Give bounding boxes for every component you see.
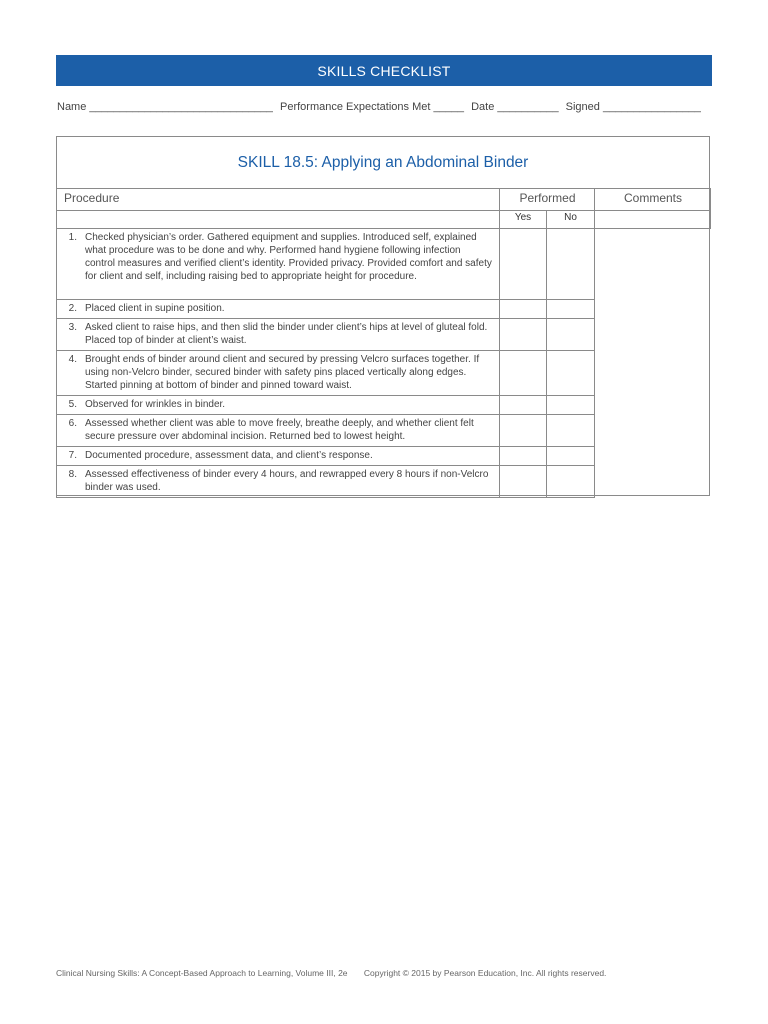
- performed-header: Performed: [500, 189, 595, 211]
- no-cell[interactable]: [547, 300, 595, 319]
- no-cell[interactable]: [547, 351, 595, 396]
- no-cell[interactable]: [547, 396, 595, 415]
- step-number: 4.: [68, 354, 77, 365]
- step-text: Documented procedure, assessment data, and client’s response.: [85, 450, 373, 461]
- banner-title: SKILLS CHECKLIST: [317, 62, 451, 79]
- footer-book-title: Clinical Nursing Skills: A Concept-Based Approach to Learning, Volume III, 2e: [56, 968, 348, 978]
- yes-cell[interactable]: [500, 319, 547, 351]
- step-text: Assessed whether client was able to move freely, breathe deeply, and whether client felt secure pressure over abdominal incision. Returned bed to lowest height.: [85, 418, 474, 442]
- checklist-table: [56, 188, 711, 498]
- name-field: Name ______________________________: [57, 101, 273, 113]
- procedure-step: [57, 351, 500, 396]
- procedure-step: [57, 396, 500, 415]
- table-row: [57, 229, 711, 300]
- step-text: Observed for wrinkles in binder.: [85, 399, 226, 410]
- procedure-step: [57, 300, 500, 319]
- skill-title: SKILL 18.5: Applying an Abdominal Binder: [237, 154, 529, 171]
- yes-header: Yes: [500, 211, 547, 229]
- procedure-step: [57, 229, 500, 300]
- signed-field: Signed ________________: [565, 101, 701, 113]
- yes-cell[interactable]: [500, 300, 547, 319]
- info-line: [57, 101, 717, 113]
- procedure-step: [57, 415, 500, 447]
- procedure-subheader-blank: [57, 211, 500, 229]
- step-text: Placed client in supine position.: [85, 303, 225, 314]
- step-number: 3.: [68, 322, 77, 333]
- procedure-step: [57, 466, 500, 498]
- step-number: 5.: [68, 399, 77, 410]
- footer-copyright: Copyright © 2015 by Pearson Education, Inc. All rights reserved.: [363, 968, 607, 978]
- procedure-step: [57, 447, 500, 466]
- table-row: [57, 351, 711, 396]
- step-number: 8.: [68, 469, 77, 480]
- procedure-step: [57, 319, 500, 351]
- no-cell[interactable]: [547, 229, 595, 300]
- yes-cell[interactable]: [500, 415, 547, 447]
- performance-field: Performance Expectations Met _____: [280, 101, 465, 113]
- step-text: Asked client to raise hips, and then slid the binder under client’s hips at level of gluteal fold. Placed top of binder at client’s waist.: [85, 322, 488, 346]
- comments-header: Comments: [595, 189, 711, 211]
- step-text: Brought ends of binder around client and secured by pressing Velcro surfaces together. If using non-Velcro binder, secured binder with safety pins placed vertically along edges. Started pinning at bottom of binder and pinned toward waist.: [85, 354, 480, 391]
- table-row: [57, 300, 711, 319]
- table-row: [57, 319, 711, 351]
- no-cell[interactable]: [547, 319, 595, 351]
- table-row: [57, 415, 711, 447]
- step-text: Checked physician’s order. Gathered equipment and supplies. Introduced self, explained what procedure was to be done and why. Performed hand hygiene following infection control measures and verified client’s identity. Provided privacy. Provided comfort and safety for client and self, including raising bed to appropriate height for procedure.: [85, 232, 492, 282]
- no-cell[interactable]: [547, 447, 595, 466]
- date-field: Date __________: [471, 101, 559, 113]
- subheader-row: [57, 211, 711, 229]
- step-number: 2.: [68, 303, 77, 314]
- table-row: [57, 396, 711, 415]
- yes-cell[interactable]: [500, 229, 547, 300]
- header-row: [57, 189, 711, 211]
- page-footer: [56, 968, 606, 978]
- yes-cell[interactable]: [500, 466, 547, 498]
- step-number: 6.: [68, 418, 77, 429]
- no-cell[interactable]: [547, 466, 595, 498]
- step-number: 7.: [68, 450, 77, 461]
- step-text: Assessed effectiveness of binder every 4 hours, and rewrapped every 8 hours if non-Velcro binder was used.: [85, 469, 489, 493]
- procedure-header: Procedure: [57, 189, 500, 211]
- no-cell[interactable]: [547, 415, 595, 447]
- no-header: No: [547, 211, 595, 229]
- skills-checklist-banner: [56, 55, 712, 86]
- step-number: 1.: [68, 232, 77, 243]
- yes-cell[interactable]: [500, 396, 547, 415]
- table-row: [57, 466, 711, 498]
- yes-cell[interactable]: [500, 447, 547, 466]
- table-row: [57, 447, 711, 466]
- yes-cell[interactable]: [500, 351, 547, 396]
- comments-cell[interactable]: [595, 211, 711, 229]
- skill-card: [56, 136, 710, 496]
